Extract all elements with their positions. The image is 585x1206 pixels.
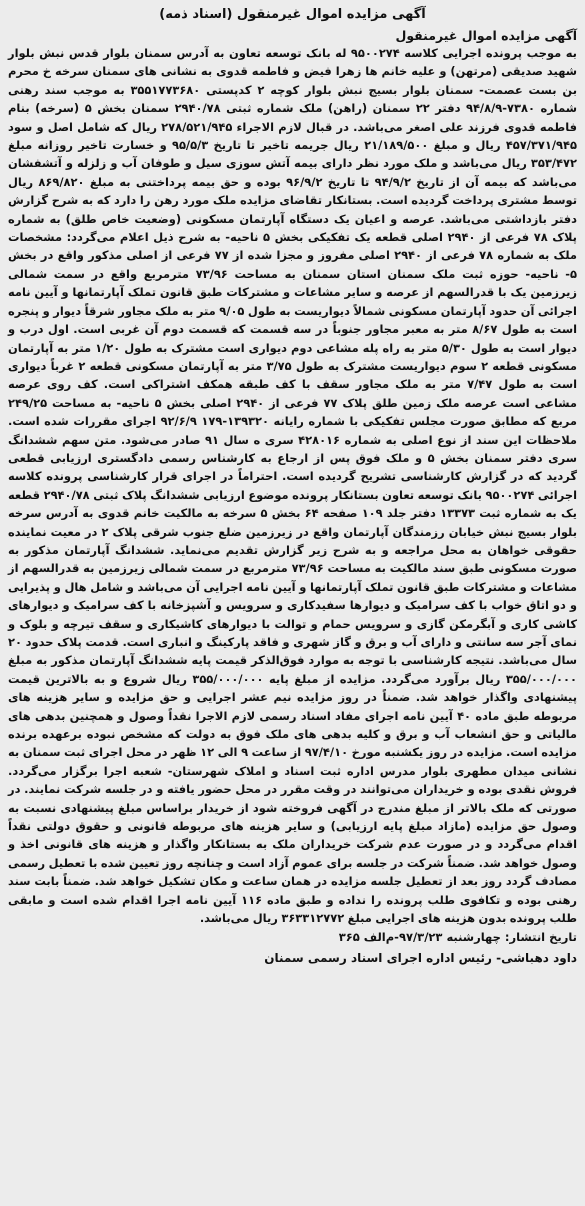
notice-subtitle: آگهی مزایده اموال غیرمنقول [395, 28, 577, 43]
notice-body: به موجب پرونده اجرایی کلاسه ۹۵۰۰۲۷۴ له بانک توسعه تعاون به آدرس سمنان بلوار قدس نبش بلوار شهید صدیقی (مرتهن) و علیه خانم ها زهرا فیض و فاطمه قدوی به نشانی های سمنان سرخه خ محرم بن بست عصمت- سمنان بلوار بسیج نبش بلوار کوچه ۲ کدپستی ۳۵۵۱۷۷۳۶۸۰ به موجب سند رهنی شماره ۷۳۸۰-۹۴/۸/۹ دفتر ۲۲ سمنان (راهن) ملک شماره ثبتی ۲۹۴۰/۷۸ سمنان بخش ۵ (سرخه) بنام فاطمه قدوی فرزند علی اصغر می‌باشد. در قبال لازم الاجراء ۲۷۸/۵۲۱/۹۴۵ ریال که شامل اصل و سود ۴۵۷/۳۷۱/۹۴۵ ریال و مبلغ ۲۱/۱۸۹/۵۰۰ ریال جریمه تاخیر تا تاریخ ۹۵/۵/۳ و خسارت تاخیر روزانه مبلغ ۳۵۳/۴۷۲ ریال می‌باشد و ملک مورد نظر دارای بیمه آتش سوزی سیل و طوفان آب و زلزله و آتشفشان می‌باشد که بیمه آن از تاریخ ۹۴/۹/۲ تا تاریخ ۹۶/۹/۲ بوده و حق بیمه پرداختنی به مبلغ ۸۶۹/۸۲۰ ریال توسط مشتری پرداخت گردیده است. بستانکار تقاضای مزایده ملک مورد رهن را دارد که به شرح گزارش دفتر بازداشتی می‌باشد. عرصه و اعیان یک دستگاه آپارتمان مسکونی (وضعیت خاص طلق) به شماره پلاک ۷۸ فرعی از ۲۹۴۰ اصلی قطعه یک تفکیکی بخش ۵ ناحیه- به شرح ذیل اعلام می‌گردد: مشخصات ملک به شماره ۷۸ فرعی از ۲۹۴۰ اصلی مفروز و مجزا شده از ۷۷ فرعی از اصلی مذکور واقع در بخش ۵- ناحیه- حوزه ثبت ملک سمنان استان سمنان به مساحت ۷۳/۹۶ مترمربع واقع در سمت شمالی زیرزمین یک با قدرالسهم از عرصه و سایر مشاعات و مشترکات طبق قانون تملک آپارتمانها و آیین نامه اجرائی آن حدود آپارتمان مسکونی شمالاً دیواریست به طول ۹/۰۵ متر به ملک مجاور شرقاً دیوار و پنجره است به طول ۸/۶۷ متر به معبر مجاور جنوباً در سه قسمت که قسمت دوم آن غربی است. اول درب و دیوار است به طول ۵/۳۰ متر به راه پله مشاعی دوم دیواری است مشترک به طول ۱/۲۰ متر به آپارتمان مسکونی قطعه ۲ سوم دیواریست مشترک به طول ۳/۷۵ متر به آپارتمان مسکونی قطعه ۲ غرباً دیواری است به طول ۷/۴۷ متر به ملک مجاور سقف با کف طبقه همکف اشتراکی است. کف روی عرصه مشاعی است عرصه ملک زمین طلق پلاک ۷۷ فرعی از ۲۹۴۰ اصلی بخش ۵ ناحیه- به مساحت ۲۴۹/۲۵ مربع که مطابق صورت مجلس تفکیکی با شماره رایانه ۱۳۹۳۲۰-۱۷۹ ۹۲/۶/۹ اجرای مقررات شده است. ملاحظات این سند از نوع اصلی به شماره ۴۲۸۰۱۶ سری ه سال ۹۱ صادر می‌شود. متن سهم ششدانگ سری دفتر سمنان بخش ۵ و ملک فوق پس از ارجاع به کارشناس رسمی دادگستری ارزیابی قطعی گردید که در گزارش کارشناسی تشریح گردیده است. احتراماً در اجرای قرار کارشناسی پرونده کلاسه اجرائی ۹۵۰۰۲۷۴ بانک توسعه تعاون بستانکار پرونده موضوع ارزیابی ششدانگ پلاک ثبتی ۲۹۴۰/۷۸ قطعه یک به شماره ثبت ۱۳۳۷۳ دفتر جلد ۱۰۹ صفحه ۶۴ بخش ۵ سرخه به مالکیت خانم قدوی به آدرس سرخه بلوار بسیج نبش خیابان رزمندگان آپارتمان واقع در زیرزمین ضلع جنوب شرقی پلاک ۲ در معیت نماینده حقوقی خواهان به محل مراجعه و به شرح زیر گزارش تقدیم می‌نماید. ششدانگ آپارتمان مذکور به صورت مسکونی طبق سند مالکیت به مساحت ۷۳/۹۶ مترمربع در سمت شمالی زیرزمین به قدرالسهم از مشاعات و مشترکات طبق قانون تملک آپارتمانها و آیین نامه اجرایی آن می‌باشد و شامل هال و پذیرایی و دو اتاق خواب با کف سرامیک و دیوارها سفیدکاری و سرویس و آشپزخانه با کف سرامیک و دیوارهای کاشی کاری و آبگرمکن گازی و سرویس حمام و توالت با دیوارهای کاشیکاری و سقف تیرچه و بلوک و نمای آجر سه سانتی و دارای آب و برق و گاز شهری و فاقد پارکینگ و انباری است. قدمت پلاک حدود ۲۰ سال می‌باشد. نتیجه کارشناسی با توجه به موارد فوق‌الذکر قیمت پایه ششدانگ آپارتمان مذکور به مبلغ ۳۵۵/۰۰۰/۰۰۰ ریال برآورد می‌گردد. مزایده از مبلغ پایه ۳۵۵/۰۰۰/۰۰۰ ریال شروع و به بالاترین قیمت پیشنهادی واگذار خواهد شد. ضمناً در روز مزایده نیم عشر اجرایی و حق مزایده و سایر هزینه های مربوطه طبق ماده ۴۰ آیین نامه اجرای مفاد اسناد رسمی لازم الاجرا نقداً وصول و همچنین بدهی های مالیاتی و حق انشعاب آب و برق و کلیه بدهی های ملک فوق به دولت که مشخص نبوده برعهده برنده مزایده است. مزایده در روز یکشنبه مورخ ۹۷/۴/۱۰ از ساعت ۹ الی ۱۲ ظهر در محل اجرای ثبت سمنان به نشانی میدان مطهری بلوار مدرس اداره ثبت اسناد و املاک شهرستان- شعبه اجرا برگزار می‌گردد. فروش نقدی بوده و خریداران می‌توانند در وقت مقرر در محل حضور یافته و در جلسه شرکت نمایند. در صورتی که ملک بالاتر از مبلغ مندرج در آگهی فروخته شود از خریدار براساس مبلغ پیشنهادی نسبت به وصول حق مزایده (مازاد مبلغ پایه ارزیابی) و سایر هزینه های مربوطه قانونی و حقوق دولتی نقداً اقدام می‌گردد و در صورت عدم شرکت خریداران ملک به بستانکار واگذار و هزینه های قانونی اخذ و وصول خواهد شد. ضمناً شرکت در جلسه برای عموم آزاد است و چنانچه روز تعیین شده با تعطیل رسمی مصادف گردد روز بعد از تعطیل جلسه مزایده در همان ساعت و مکان تشکیل خواهد شد. ضمناً بابت سند رهنی بوده و تکافوی طلب پرونده را نداده و طبق ماده ۱۱۶ آیین نامه اجرا اقدام شده است و مابقی طلب پرونده بدون هزینه های اجرایی مبلغ ۳۶۳۳۱۲۷۷۲ ریال می‌باشد. [8, 46, 578, 926]
notice-title: آگهی مزایده اموال غیرمنقول (اسناد ذمه) [159, 7, 426, 22]
publish-date: تاریخ انتشار: چهارشنبه ۹۷/۳/۲۳-م‌الف ۳۶۵ [338, 929, 577, 944]
signature-line: داود دهباشی- رئیس اداره اجرای اسناد رسمی سمنان [264, 950, 577, 965]
